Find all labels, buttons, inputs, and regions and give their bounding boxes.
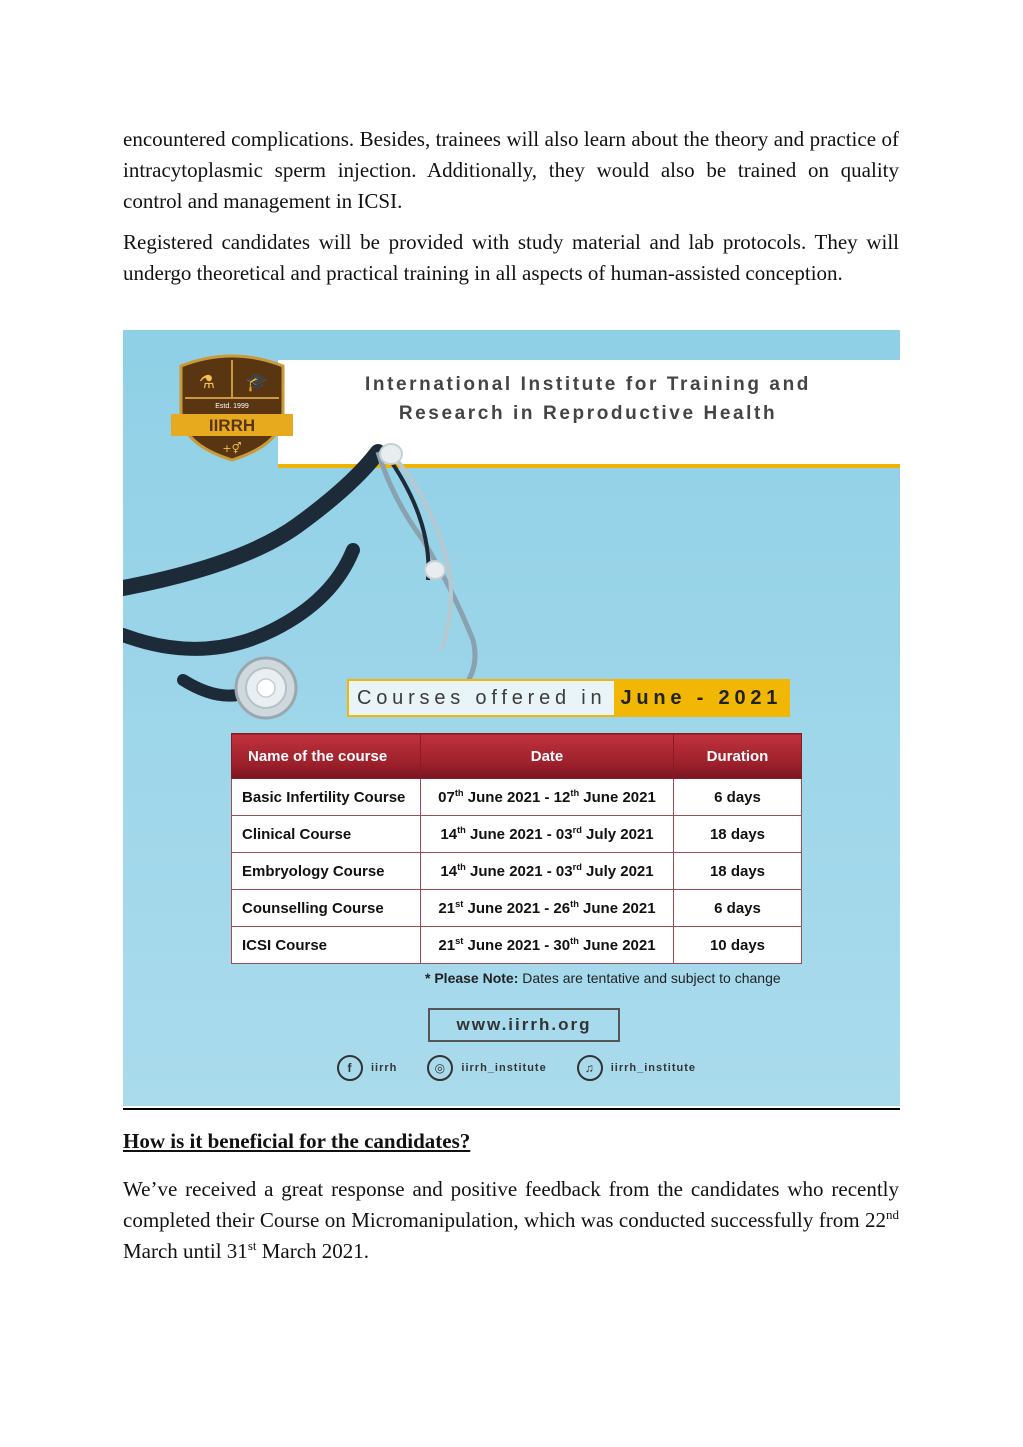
end-day: 26	[553, 899, 571, 917]
course-poster	[123, 330, 900, 1106]
end-suffix: rd	[572, 824, 582, 835]
start-suffix: th	[454, 787, 464, 798]
course-duration: 18 days	[674, 853, 802, 890]
header-date: Date	[421, 734, 674, 779]
course-name: Embryology Course	[232, 853, 421, 890]
start-day: 07	[438, 788, 455, 806]
start-rest: June 2021 -	[463, 936, 554, 954]
end-suffix: th	[570, 787, 580, 798]
end-suffix: th	[570, 898, 579, 909]
start-day: 14	[440, 862, 458, 880]
course-date	[421, 779, 674, 816]
closing-text-c: March 2021.	[256, 1239, 370, 1263]
website-url: www.iirrh.org	[428, 1008, 620, 1042]
end-day: 12	[553, 788, 571, 806]
course-duration: 18 days	[674, 816, 802, 853]
facebook-icon: f	[337, 1055, 363, 1081]
start-rest: June 2021 -	[465, 825, 556, 843]
course-date	[421, 853, 674, 890]
table-row	[232, 779, 802, 816]
end-rest: June 2021	[579, 788, 656, 806]
start-suffix: st	[455, 935, 464, 946]
note-label: * Please Note:	[425, 970, 519, 986]
course-date	[421, 890, 674, 927]
start-day: 14	[440, 825, 458, 843]
institute-name	[318, 370, 858, 428]
closing-sup-b: st	[247, 1238, 257, 1253]
course-name: Counselling Course	[232, 890, 421, 927]
start-rest: June 2021 -	[463, 899, 554, 917]
course-table	[231, 733, 802, 964]
table-row	[232, 816, 802, 853]
start-rest: June 2021 -	[463, 788, 554, 806]
twitter-icon: ♫	[577, 1055, 603, 1081]
header-duration: Duration	[674, 734, 802, 779]
logo-abbr: IIRRH	[208, 416, 256, 435]
end-rest: July 2021	[581, 862, 654, 880]
start-day: 21	[438, 936, 456, 954]
intro-paragraph-2: Registered candidates will be provided with study material and lab protocols. They will undergo theoretical and practical training in all aspects of human-assisted conception.	[123, 230, 899, 285]
course-duration: 6 days	[674, 779, 802, 816]
course-name: Basic Infertility Course	[232, 779, 421, 816]
courses-heading-left: Courses offered in	[349, 681, 614, 715]
start-suffix: th	[457, 861, 466, 872]
courses-offered-heading	[347, 679, 790, 717]
closing-text-a: We’ve received a great response and positive feedback from the candidates who recently completed their Course on Micromanipulation, which was conducted successfully from 22	[123, 1177, 899, 1232]
start-rest: June 2021 -	[465, 862, 556, 880]
svg-text:🎓: 🎓	[245, 372, 269, 393]
end-rest: June 2021	[578, 899, 656, 917]
course-date	[421, 816, 674, 853]
start-suffix: th	[457, 824, 466, 835]
svg-text:+⚥: +⚥	[222, 442, 242, 455]
closing-sup-a: nd	[885, 1207, 899, 1222]
end-rest: July 2021	[581, 825, 654, 843]
institute-line-1: International Institute for Training and	[364, 374, 811, 395]
svg-text:⚗: ⚗	[198, 372, 216, 393]
course-duration: 10 days	[674, 927, 802, 964]
institute-line-2: Research in Reproductive Health	[398, 403, 778, 424]
course-name: ICSI Course	[232, 927, 421, 964]
facebook-handle: iirrh	[371, 1062, 398, 1074]
table-row	[232, 927, 802, 964]
course-duration: 6 days	[674, 890, 802, 927]
table-row	[232, 853, 802, 890]
instagram-icon: ◎	[427, 1055, 453, 1081]
closing-text-b: March until 31	[123, 1239, 248, 1263]
end-day: 03	[555, 862, 573, 880]
social-handles	[337, 1056, 696, 1080]
closing-paragraph	[123, 1174, 899, 1267]
header-course-name: Name of the course	[232, 734, 421, 779]
note-text: Dates are tentative and subject to change	[518, 970, 781, 986]
end-rest: June 2021	[578, 936, 656, 954]
logo-estd: Estd. 1999	[215, 403, 249, 410]
end-suffix: th	[570, 935, 579, 946]
tentative-note	[425, 970, 781, 986]
start-suffix: st	[455, 898, 464, 909]
end-day: 03	[555, 825, 573, 843]
intro-paragraph-1: encountered complications. Besides, trainees will also learn about the theory and practice of intracytoplasmic sperm injection. Additionally, they would also be trained on quality control and management in ICSI.	[123, 127, 899, 213]
social-instagram	[427, 1055, 546, 1081]
twitter-handle: iirrh_institute	[610, 1062, 696, 1074]
course-rows	[232, 779, 802, 964]
section-divider	[123, 1108, 900, 1110]
table-row	[232, 890, 802, 927]
table-header-row	[232, 734, 802, 779]
courses-heading-right: June - 2021	[614, 681, 788, 715]
end-suffix: rd	[572, 861, 582, 872]
course-name: Clinical Course	[232, 816, 421, 853]
social-facebook	[337, 1055, 397, 1081]
course-date	[421, 927, 674, 964]
section-heading: How is it beneficial for the candidates?	[123, 1129, 471, 1153]
end-day: 30	[553, 936, 571, 954]
start-day: 21	[438, 899, 456, 917]
instagram-handle: iirrh_institute	[461, 1062, 547, 1074]
social-twitter	[577, 1055, 696, 1081]
